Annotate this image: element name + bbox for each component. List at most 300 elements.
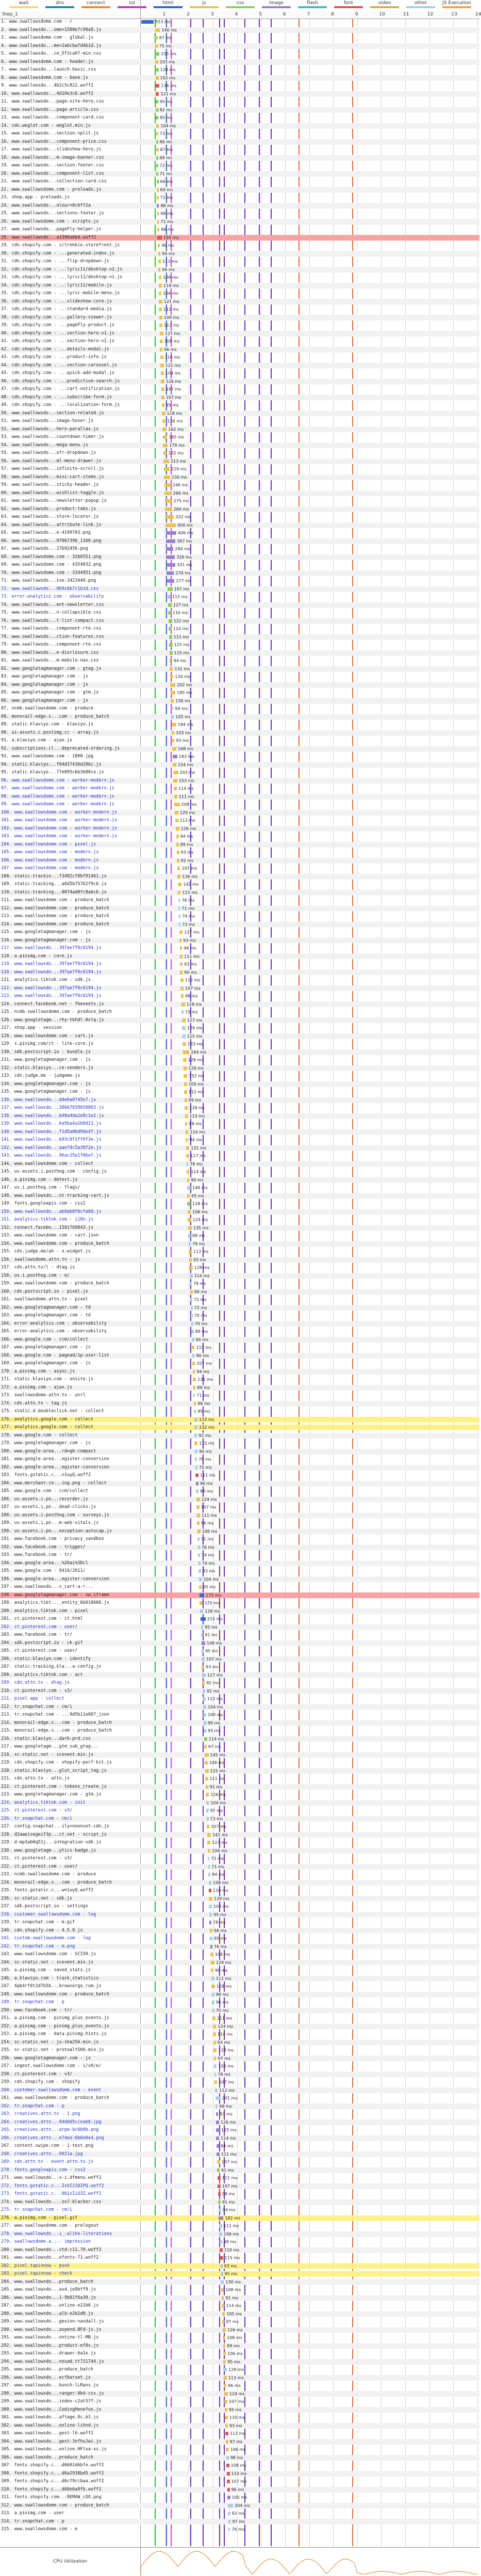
request-url[interactable]: 47. cdn.shopify.com - ...cart-notification.js xyxy=(1,386,120,392)
request-row[interactable] xyxy=(0,427,479,432)
request-url[interactable]: 277. www.swallowsdome.com - prelogout xyxy=(1,2223,99,2228)
request-url[interactable]: 67. www.swallowsdo...27b92456.png xyxy=(1,546,88,551)
request-row[interactable] xyxy=(0,762,479,768)
request-url[interactable]: 271. www.swallowsdo...s-i.dfmenu.woff2 xyxy=(1,2175,102,2180)
request-url[interactable]: 102. www.swallowsdome.com - worker-modern.js xyxy=(1,825,118,831)
request-url[interactable]: 304. www.swallowsdo...gest-3ofhuJwi.js xyxy=(1,2438,102,2444)
request-url[interactable]: 122. www.swallowsdo...397ae7f0c6194.js xyxy=(1,985,102,991)
request-url[interactable]: 239. tr.snapchat.com - m.gif xyxy=(1,1920,75,1925)
request-row[interactable] xyxy=(0,866,479,871)
request-url[interactable]: 165. error-analytics.com - observability xyxy=(1,1329,107,1334)
request-url[interactable]: 217. www.googletagm...gtm_sub_gtag... xyxy=(1,1744,99,1749)
request-row[interactable] xyxy=(0,1065,479,1071)
request-row[interactable] xyxy=(0,1337,479,1343)
request-url[interactable]: 41. cdn.shopify.com - ...section-hero-v2.js xyxy=(1,338,115,344)
request-row[interactable] xyxy=(0,251,479,257)
request-row[interactable] xyxy=(0,1137,479,1143)
request-row[interactable] xyxy=(0,906,479,911)
request-url[interactable]: 196. www.google-area...egister-conversion xyxy=(1,1576,109,1582)
request-row[interactable] xyxy=(0,1113,479,1119)
request-row[interactable] xyxy=(0,2095,479,2101)
request-url[interactable]: 258. ct.pinterest.com - v3/ xyxy=(1,2071,73,2077)
request-url[interactable]: 37. cdn.shopify.com - ...standard-media.js xyxy=(1,307,112,312)
request-url[interactable]: 30. cdn.shopify.com - ...generated-index.js xyxy=(1,250,115,256)
request-row[interactable] xyxy=(0,2159,479,2165)
request-url[interactable]: 163. www.googletagmanager.com - td xyxy=(1,1313,91,1318)
request-url[interactable]: 194. www.google-area...%26ai%3Dcl xyxy=(1,1560,88,1566)
request-url[interactable]: 125. ncmb.swallowsdome.com - produce_batch xyxy=(1,1009,112,1014)
request-row[interactable] xyxy=(0,986,479,991)
request-url[interactable]: 256. www.googletagmanager.com - js xyxy=(1,2055,91,2061)
request-row[interactable] xyxy=(0,1297,479,1302)
request-url[interactable]: 248. www.swallowsdome.com - produce_batch xyxy=(1,1991,109,1997)
request-row[interactable] xyxy=(0,370,479,376)
request-row[interactable] xyxy=(0,970,479,975)
request-row[interactable] xyxy=(0,402,479,408)
request-url[interactable]: 106. www.swallowsdome.com - modern.js xyxy=(1,857,99,863)
request-url[interactable]: 157. cdn.attn.tv/l - dtag.js xyxy=(1,1265,75,1270)
request-row[interactable] xyxy=(0,363,479,368)
request-row[interactable] xyxy=(0,690,479,696)
request-url[interactable]: 90. ui-assets.c.postimg.cc - array.js xyxy=(1,730,99,735)
request-url[interactable]: 290. www.swallowsdo...aspend.BFd-js.js xyxy=(1,2327,102,2332)
request-url[interactable]: 192. www.facebook.com - trigger/ xyxy=(1,1544,86,1550)
request-url[interactable]: 94. static.klaviyo...f04d37436d28bc.js xyxy=(1,761,102,767)
request-url[interactable]: 33. cdn.shopify.com - ...lyric11/desktop-v1.js xyxy=(1,275,123,280)
request-row[interactable] xyxy=(0,2239,479,2245)
request-url[interactable]: 143. www.swallowsdo...96ac35e1f8bef.js xyxy=(1,1153,102,1158)
request-url[interactable]: 36. cdn.shopify.com - ...slideshow-core.js xyxy=(1,298,112,304)
request-url[interactable]: 244. sc-static.net - scevent.min.js xyxy=(1,1959,94,1965)
request-row[interactable] xyxy=(0,2040,479,2045)
request-url[interactable]: 88. monorail-edge.s...com - produce_batch xyxy=(1,714,109,719)
request-row[interactable] xyxy=(0,2311,479,2317)
request-url[interactable]: 112. www.swallowsdome.com - produce_batch xyxy=(1,905,109,911)
request-url[interactable]: 93. www.swallowsdome.com - 1000.jpg xyxy=(1,754,94,759)
request-url[interactable]: 53. www.swallowsdo...countdown-timer.js xyxy=(1,434,104,439)
request-row[interactable] xyxy=(0,1456,479,1462)
request-row[interactable] xyxy=(0,1321,479,1327)
request-row[interactable] xyxy=(0,2063,479,2069)
request-url[interactable]: 234. monorail-edge.s...com - produce_batch xyxy=(1,1879,112,1885)
request-url[interactable]: 14. cdn.weglot.com - weglot.min.js xyxy=(1,123,91,128)
request-row[interactable] xyxy=(0,1193,479,1199)
request-url[interactable]: 303. www.swallowsdo...gest-l6.woff2 xyxy=(1,2431,94,2436)
request-url[interactable]: 101. www.swallowsdome.com - worker-modern.js xyxy=(1,818,118,823)
request-url[interactable]: 95. static.klaviyo...77e095cbb3b80ce.js xyxy=(1,770,104,775)
request-row[interactable] xyxy=(0,1568,479,1574)
request-row[interactable] xyxy=(0,714,479,720)
request-row[interactable] xyxy=(0,1600,479,1606)
request-row[interactable] xyxy=(0,2423,479,2429)
request-row[interactable] xyxy=(0,171,479,177)
request-url[interactable]: 183. fonts.gstatic.c...n1uyQ.woff2 xyxy=(1,1472,91,1478)
request-row[interactable] xyxy=(0,1816,479,1822)
request-url[interactable]: 229. d-mp3ab0q51j...integration-sdk.js xyxy=(1,1840,102,1845)
request-url[interactable]: 284. www.swallowsdo...produce_batch xyxy=(1,2279,94,2284)
request-row[interactable] xyxy=(0,1720,479,1726)
request-row[interactable] xyxy=(0,1999,479,2005)
request-row[interactable] xyxy=(0,2072,479,2077)
request-url[interactable]: 162. www.googletagmanager.com - td xyxy=(1,1304,91,1310)
request-row[interactable] xyxy=(0,67,479,73)
request-url[interactable]: 287. www.swallowsdo...online-e21b0.js xyxy=(1,2303,99,2308)
request-url[interactable]: 25. www.swallowsdo...sections-footer.js xyxy=(1,211,104,216)
request-row[interactable] xyxy=(0,235,479,241)
request-row[interactable] xyxy=(0,323,479,328)
request-url[interactable]: 245. a.pinimg.com - saved_stats.js xyxy=(1,1968,91,1973)
request-url[interactable]: 150. www.swallowsdo...ab8ab8fbcfa0d.js xyxy=(1,1209,102,1214)
request-url[interactable]: 161. swallowsdome.attn.tv - pixel xyxy=(1,1297,88,1302)
request-row[interactable] xyxy=(0,1920,479,1925)
request-row[interactable] xyxy=(0,1504,479,1510)
request-url[interactable]: 310. fonts.shopify.c...d68e6a9fb.woff2 xyxy=(1,2486,102,2492)
request-row[interactable] xyxy=(0,1656,479,1662)
request-url[interactable]: 65. www.swallowsdo...e-4199703.png xyxy=(1,530,91,535)
request-row[interactable] xyxy=(0,482,479,488)
request-url[interactable]: 267. content.swipe.com - 1-test.png xyxy=(1,2143,94,2148)
request-row[interactable] xyxy=(0,1377,479,1382)
request-row[interactable] xyxy=(0,2024,479,2029)
request-row[interactable] xyxy=(0,770,479,775)
request-url[interactable]: 114. www.swallowsdome.com - produce_batch xyxy=(1,921,109,927)
request-row[interactable] xyxy=(0,570,479,576)
request-row[interactable] xyxy=(0,2359,479,2365)
request-row[interactable] xyxy=(0,1680,479,1686)
request-url[interactable]: 223. www.googletagmanager.com - gtm.js xyxy=(1,1792,102,1797)
request-row[interactable] xyxy=(0,2167,479,2173)
request-url[interactable]: 54. www.swallowsdo...mega-menu.js xyxy=(1,442,88,448)
request-url[interactable]: 269. cdn.attn.tv - event.attn.tv.js xyxy=(1,2159,94,2164)
request-row[interactable] xyxy=(0,19,479,25)
request-row[interactable] xyxy=(0,1744,479,1750)
request-url[interactable]: 212. tr.snapchat.com - cm/i xyxy=(1,1704,73,1709)
request-row[interactable] xyxy=(0,1233,479,1239)
request-url[interactable]: 58. www.swallowsdo...mini-cart-items.js xyxy=(1,474,104,480)
request-url[interactable]: 315. www.swallowsdome.com - e xyxy=(1,2527,78,2532)
request-row[interactable] xyxy=(0,331,479,336)
request-url[interactable]: 211. pixel.app - collect xyxy=(1,1696,64,1701)
request-row[interactable] xyxy=(0,2487,479,2493)
request-url[interactable]: 295. www.swallowsdo...produce_batch xyxy=(1,2367,94,2372)
request-url[interactable]: 261. www.swallowsdome.com - produce_batch xyxy=(1,2095,109,2100)
request-row[interactable] xyxy=(0,2111,479,2117)
request-row[interactable] xyxy=(0,1896,479,1902)
request-row[interactable] xyxy=(0,538,479,544)
request-url[interactable]: 135. www.googletagmanager.com - js xyxy=(1,1089,91,1094)
request-row[interactable] xyxy=(0,211,479,216)
request-url[interactable]: 214. monorail-edge.s...com - produce_batch xyxy=(1,1720,112,1725)
request-url[interactable]: 281. www.swallowsdo...ofonts-71.woff2 xyxy=(1,2255,99,2260)
request-row[interactable] xyxy=(0,379,479,384)
request-url[interactable]: 174. cdn.attn.tv - tag.js xyxy=(1,1400,67,1406)
request-row[interactable] xyxy=(0,1433,479,1438)
request-row[interactable] xyxy=(0,1840,479,1845)
request-row[interactable] xyxy=(0,578,479,584)
request-row[interactable] xyxy=(0,2120,479,2125)
request-url[interactable]: 203. www.facebook.com - tr/ xyxy=(1,1632,73,1637)
request-row[interactable] xyxy=(0,195,479,200)
request-row[interactable] xyxy=(0,1401,479,1406)
request-row[interactable] xyxy=(0,1057,479,1063)
request-url[interactable]: 144. www.swallowsdome.com - collect xyxy=(1,1161,94,1166)
request-row[interactable] xyxy=(0,259,479,264)
request-url[interactable]: 40. cdn.shopify.com - ...section-hero-v1.js xyxy=(1,330,115,336)
request-url[interactable]: 21. www.swallowsdo...collection-card.css xyxy=(1,179,107,184)
request-row[interactable] xyxy=(0,227,479,232)
request-url[interactable]: 273. fonts.gstatic.c...0b1sIiU3Z.woff2 xyxy=(1,2191,102,2196)
request-row[interactable] xyxy=(0,2503,479,2509)
request-row[interactable] xyxy=(0,642,479,648)
request-url[interactable]: 70. www.swallowsdome.com - 3344951.png xyxy=(1,570,102,575)
request-url[interactable]: 309. fonts.shopify.c...d6cf9ccbaa.woff2 xyxy=(1,2479,104,2484)
request-row[interactable] xyxy=(0,2343,479,2349)
request-url[interactable]: 251. a.pinimg.com - pinimg_plus_events.js xyxy=(1,2015,109,2021)
request-row[interactable] xyxy=(0,107,479,113)
request-row[interactable] xyxy=(0,275,479,280)
request-row[interactable] xyxy=(0,1608,479,1614)
request-row[interactable] xyxy=(0,2088,479,2093)
request-row[interactable] xyxy=(0,2471,479,2477)
request-row[interactable] xyxy=(0,1784,479,1790)
request-url[interactable]: 39. cdn.shopify.com - ...pageFly-product.js xyxy=(1,323,115,328)
request-url[interactable]: 76. www.swallowsdo...t-list-compact.css xyxy=(1,618,104,623)
request-row[interactable] xyxy=(0,267,479,273)
request-url[interactable]: 149. fonts.googleapis.com - css2 xyxy=(1,1201,86,1206)
request-url[interactable]: 9. www.swallowsdo...4b2c5c822.woff2 xyxy=(1,83,94,88)
request-url[interactable]: 82. www.googletagmanager.com - gtag.js xyxy=(1,666,102,671)
request-url[interactable]: 13. www.swallowsdo...component-card.css xyxy=(1,115,104,120)
request-url[interactable]: 89. static.klaviyo.com - klaviyo.js xyxy=(1,722,94,727)
request-row[interactable] xyxy=(0,1832,479,1838)
request-url[interactable]: 24. www.swallowsdo...olour=0cbff2a xyxy=(1,202,91,208)
request-row[interactable] xyxy=(0,2183,479,2189)
request-url[interactable]: 276. a.pinimg.com - pixel.gif xyxy=(1,2215,78,2221)
request-url[interactable]: 296. www.swallowsdo...ecfbarset.js xyxy=(1,2375,91,2380)
request-url[interactable]: 263. creatives.attn.tv - 1.png xyxy=(1,2111,80,2116)
request-row[interactable] xyxy=(0,674,479,680)
request-row[interactable] xyxy=(0,1209,479,1215)
request-url[interactable]: 191. www.facebook.com - privacy_sandbox xyxy=(1,1536,104,1541)
request-row[interactable] xyxy=(0,1888,479,1893)
request-row[interactable] xyxy=(0,179,479,184)
request-url[interactable]: 31. cdn.shopify.com - ...flip-dropdown.js xyxy=(1,259,109,264)
request-row[interactable] xyxy=(0,1944,479,1950)
request-row[interactable] xyxy=(0,1648,479,1654)
request-row[interactable] xyxy=(0,634,479,640)
request-row[interactable] xyxy=(0,977,479,983)
request-url[interactable]: 64. www.swallowsdo...attribute-link.js xyxy=(1,522,102,528)
request-row[interactable] xyxy=(0,2136,479,2141)
request-row[interactable] xyxy=(0,1185,479,1191)
request-row[interactable] xyxy=(0,2279,479,2285)
request-row[interactable] xyxy=(0,1545,479,1550)
request-url[interactable]: 291. www.swallowsdo...ontine-tl-MN.js xyxy=(1,2335,99,2340)
request-url[interactable]: 129. s.pinimg.com/ct - lite-core.js xyxy=(1,1041,94,1046)
request-url[interactable]: 232. ct.pinterest.com - user/ xyxy=(1,1863,78,1869)
request-url[interactable]: 158. us.i.posthog.com - e/ xyxy=(1,1273,70,1278)
request-row[interactable] xyxy=(0,818,479,823)
request-url[interactable]: 2. www.swallowsdo...ome=1580e7c98a9.js xyxy=(1,27,102,32)
request-row[interactable] xyxy=(0,1161,479,1167)
request-url[interactable]: 126. www.googletagm...rhy-tkhdl-0xlq.js xyxy=(1,1017,104,1023)
request-row[interactable] xyxy=(0,722,479,727)
request-url[interactable]: 66. www.swallowsdo...07067396_1160.png xyxy=(1,538,102,544)
request-row[interactable] xyxy=(0,2295,479,2301)
request-row[interactable] xyxy=(0,315,479,320)
request-url[interactable]: 104. www.swallowsdome.com - pixel.js xyxy=(1,841,96,847)
request-url[interactable]: 152. connect.facebo...1581769843.js xyxy=(1,1225,94,1230)
request-url[interactable]: 142. www.swallowsdo...aaef4c5a39f2e.js xyxy=(1,1145,102,1150)
request-row[interactable] xyxy=(0,131,479,137)
request-url[interactable]: 250. www.facebook.com - tr/ xyxy=(1,2007,73,2013)
request-row[interactable] xyxy=(0,450,479,456)
request-url[interactable]: 80. www.swallowsdo...e-disclosure.css xyxy=(1,650,99,655)
request-row[interactable] xyxy=(0,2455,479,2461)
request-row[interactable] xyxy=(0,395,479,400)
request-row[interactable] xyxy=(0,1497,479,1502)
request-url[interactable]: 83. www.googletagmanager.com - js xyxy=(1,674,88,679)
request-url[interactable]: 56. www.swallowsdo...ml-menu-drawer.js xyxy=(1,458,102,464)
request-row[interactable] xyxy=(0,354,479,360)
request-row[interactable] xyxy=(0,698,479,704)
request-url[interactable]: 308. fonts.shopify.c...d6a2938bd5.woff2 xyxy=(1,2470,104,2476)
request-row[interactable] xyxy=(0,1856,479,1861)
request-row[interactable] xyxy=(0,2367,479,2372)
request-row[interactable] xyxy=(0,1002,479,1007)
request-url[interactable]: 136. www.swallowsdo...dde6a0745e7.js xyxy=(1,1097,96,1103)
request-row[interactable] xyxy=(0,59,479,65)
request-row[interactable] xyxy=(0,1449,479,1454)
request-url[interactable]: 254. sc-static.net - js-sha256.min.js xyxy=(1,2039,99,2045)
request-row[interactable] xyxy=(0,2479,479,2484)
request-row[interactable] xyxy=(0,2383,479,2388)
request-url[interactable]: 282. pixel.tapinnow - push xyxy=(1,2263,70,2268)
request-row[interactable] xyxy=(0,2191,479,2197)
request-row[interactable] xyxy=(0,1792,479,1798)
request-row[interactable] xyxy=(0,522,479,528)
request-row[interactable] xyxy=(0,2015,479,2021)
request-row[interactable] xyxy=(0,1361,479,1366)
request-url[interactable]: 12. www.swallowsdo...page-article.css xyxy=(1,107,99,112)
request-row[interactable] xyxy=(0,459,479,464)
request-row[interactable] xyxy=(0,443,479,448)
request-url[interactable]: 84. www.googletagmanager.com - js xyxy=(1,682,88,687)
request-url[interactable]: 242. tr.snapchat.com - m.png xyxy=(1,1943,75,1949)
request-row[interactable] xyxy=(0,386,479,392)
request-row[interactable] xyxy=(0,1536,479,1542)
request-row[interactable] xyxy=(0,418,479,424)
request-url[interactable]: 147. us.i.posthog.com - flags/ xyxy=(1,1185,80,1190)
request-url[interactable]: 292. www.swallowsdo...product-ef8s.js xyxy=(1,2343,99,2348)
request-url[interactable]: 253. a.pinimg.com - data.pinimg.hints.js xyxy=(1,2031,107,2037)
request-url[interactable]: 128. www.swallowsdome.com - cart.js xyxy=(1,1033,94,1039)
request-row[interactable] xyxy=(0,2287,479,2293)
request-url[interactable]: 210. ct.pinterest.com - v3/ xyxy=(1,1688,73,1693)
request-url[interactable]: 193. www.facebook.com - tr/ xyxy=(1,1552,73,1557)
request-url[interactable]: 247. 4qb4rf8t2d7b5b...browsergo_rum.js xyxy=(1,1984,102,1989)
request-url[interactable]: 20. www.swallowsdo...component-list.css xyxy=(1,171,104,176)
request-url[interactable]: 199. analytics.tikt..._entity_6b018686.js xyxy=(1,1600,109,1605)
request-row[interactable] xyxy=(0,2008,479,2013)
request-url[interactable]: 177. analytics.google.com - collect xyxy=(1,1425,94,1430)
request-row[interactable] xyxy=(0,1257,479,1263)
request-url[interactable]: 121. analytics.tiktok.com - sdk.js xyxy=(1,977,91,982)
request-row[interactable] xyxy=(0,594,479,600)
request-url[interactable]: 71. www.swallowsdo...sse-3423440.png xyxy=(1,578,96,583)
request-url[interactable]: 172. a.pinimg.com - ajax.js xyxy=(1,1384,73,1390)
request-row[interactable] xyxy=(0,2127,479,2133)
request-url[interactable]: 15. www.swallowsdo...section-split.js xyxy=(1,131,99,136)
request-row[interactable] xyxy=(0,506,479,512)
request-url[interactable]: 5. www.swallowsdo...ce_5f3ca07-min.css xyxy=(1,51,102,56)
request-row[interactable] xyxy=(0,890,479,895)
request-url[interactable]: 313. a.pinimg.com - user xyxy=(1,2511,64,2516)
request-row[interactable] xyxy=(0,913,479,919)
request-row[interactable] xyxy=(0,203,479,209)
request-url[interactable]: 201. ct.pinterest.com - ct.html xyxy=(1,1616,83,1621)
request-row[interactable] xyxy=(0,1177,479,1183)
request-row[interactable] xyxy=(0,1992,479,1997)
request-url[interactable]: 111. www.swallowsdome.com - produce_batch xyxy=(1,897,109,903)
request-row[interactable] xyxy=(0,139,479,145)
request-row[interactable] xyxy=(0,666,479,672)
request-url[interactable]: 86. www.googletagmanager.com - js xyxy=(1,698,88,703)
request-row[interactable] xyxy=(0,2047,479,2053)
request-url[interactable]: 311. fonts.shopify.com...REMAW_cOO.png xyxy=(1,2495,102,2500)
request-row[interactable] xyxy=(0,243,479,248)
request-url[interactable]: 209. cdn.attn.tv - dtag.js xyxy=(1,1680,70,1685)
request-row[interactable] xyxy=(0,2375,479,2381)
request-row[interactable] xyxy=(0,2319,479,2325)
request-row[interactable] xyxy=(0,554,479,560)
request-url[interactable]: 237. sdk.postscript.io - settings xyxy=(1,1904,88,1909)
request-url[interactable]: 178. www.google.com - collect xyxy=(1,1432,78,1438)
request-url[interactable]: 35. cdn.shopify.com - ...lyric-mobile-menu.js xyxy=(1,291,120,296)
request-url[interactable]: 208. analytics.tiktok.com - act xyxy=(1,1672,83,1677)
request-url[interactable]: 241. custom.swallowsdome.com - log xyxy=(1,1936,91,1941)
request-row[interactable] xyxy=(0,291,479,296)
request-url[interactable]: 240. cdn.shopify.com - 4.5.8.js xyxy=(1,1927,83,1933)
request-row[interactable] xyxy=(0,490,479,496)
request-url[interactable]: 288. www.swallowsdo...alb-e2b2d0.js xyxy=(1,2311,94,2316)
request-row[interactable] xyxy=(0,187,479,193)
request-row[interactable] xyxy=(0,2431,479,2436)
request-url[interactable]: 123. www.swallowsdo...397ae7f0c6194.js xyxy=(1,993,102,998)
request-url[interactable]: 57. www.swallowsdo...infinite-scroll.js xyxy=(1,466,104,471)
request-row[interactable] xyxy=(0,1864,479,1870)
request-url[interactable]: 113. www.swallowsdome.com - produce_batch xyxy=(1,913,109,919)
request-url[interactable]: 10. www.swallowsdo...4d10e3c6.woff2 xyxy=(1,91,94,96)
request-url[interactable]: 297. www.swallowsdo...bunch-lLRans.js xyxy=(1,2383,99,2388)
request-url[interactable]: 156. swallowsdome.attn.tv - js xyxy=(1,1257,80,1262)
request-row[interactable] xyxy=(0,1305,479,1311)
request-row[interactable] xyxy=(0,147,479,152)
request-row[interactable] xyxy=(0,850,479,855)
request-url[interactable]: 289. www.swallowsdo...gesion-nasdall.js xyxy=(1,2319,104,2324)
request-url[interactable]: 278. www.swallowsdo...i_.alike-literations xyxy=(1,2231,112,2236)
request-row[interactable] xyxy=(0,347,479,352)
request-row[interactable] xyxy=(0,778,479,784)
request-url[interactable]: 228. d2aaeisegeif3p...ct.net - script.js xyxy=(1,1832,107,1837)
request-row[interactable] xyxy=(0,1097,479,1103)
request-url[interactable]: 38. cdn.shopify.com - ...gallery-viewer.js xyxy=(1,314,112,320)
request-row[interactable] xyxy=(0,1393,479,1398)
request-url[interactable]: 293. www.swallowsdo...drawer-6a1e.js xyxy=(1,2351,96,2356)
request-row[interactable] xyxy=(0,219,479,225)
request-url[interactable]: 19. www.swallowsdo...section-footer.css xyxy=(1,163,104,168)
request-url[interactable]: 151. analytics.tiktok.com - i18n.js xyxy=(1,1217,94,1222)
